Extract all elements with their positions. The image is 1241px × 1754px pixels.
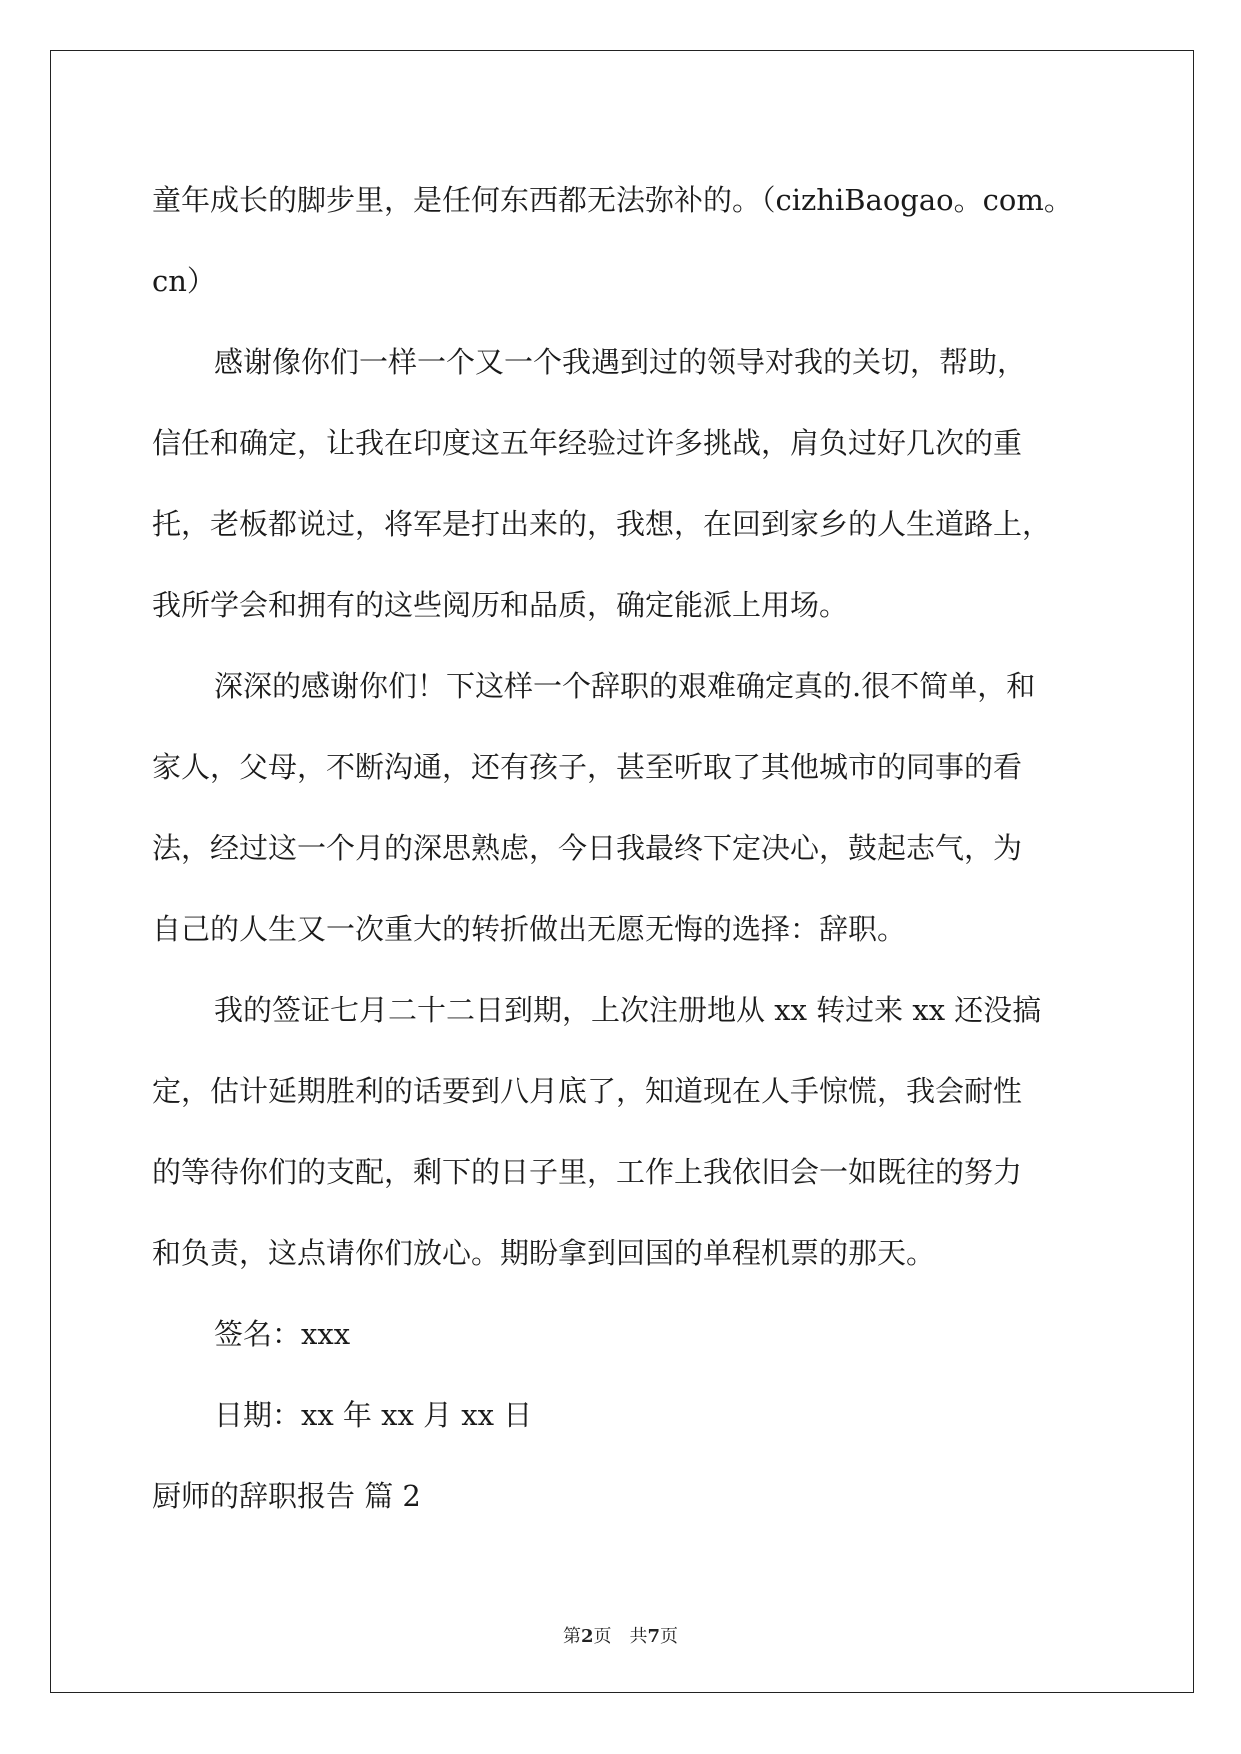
text-line: 我的签证七月二十二日到期，上次注册地从 xx 转过来 xx 还没搞 — [214, 993, 1042, 1027]
date-line: 日期：xx 年 xx 月 xx 日 — [214, 1398, 533, 1432]
text-line: 法，经过这一个月的深思熟虑，今日我最终下定决心，鼓起志气，为 — [152, 831, 1023, 865]
page-number: 2 — [580, 1626, 594, 1647]
signature-line: 签名：xxx — [214, 1317, 351, 1351]
text-line: 深深的感谢你们！下这样一个辞职的艰难确定真的.很不简单，和 — [214, 669, 1036, 703]
footer-middle: 页 共 — [593, 1626, 648, 1647]
text-line: 童年成长的脚步里，是任何东西都无法弥补的。（cizhiBaogao。com。 — [152, 183, 1073, 217]
text-line: 信任和确定，让我在印度这五年经验过许多挑战，肩负过好几次的重 — [152, 426, 1023, 460]
page-footer — [0, 1622, 1241, 1648]
text-line: cn） — [152, 264, 216, 298]
section-heading: 厨师的辞职报告 篇 2 — [152, 1479, 421, 1513]
total-pages: 7 — [647, 1626, 661, 1647]
text-line: 感谢像你们一样一个又一个我遇到过的领导对我的关切，帮助， — [214, 345, 1027, 379]
text-line: 和负责，这点请你们放心。期盼拿到回国的单程机票的那天。 — [152, 1236, 936, 1270]
document-body — [152, 160, 1092, 1537]
text-line: 自己的人生又一次重大的转折做出无愿无悔的选择：辞职。 — [152, 912, 907, 946]
footer-prefix: 第 — [562, 1626, 581, 1647]
text-line: 托，老板都说过，将军是打出来的，我想，在回到家乡的人生道路上， — [152, 507, 1052, 541]
text-line: 定，估计延期胜利的话要到八月底了，知道现在人手惊慌，我会耐性 — [152, 1074, 1023, 1108]
text-line: 我所学会和拥有的这些阅历和品质，确定能派上用场。 — [152, 588, 849, 622]
text-line: 的等待你们的支配，剩下的日子里，工作上我依旧会一如既往的努力 — [152, 1155, 1023, 1189]
text-line: 家人，父母，不断沟通，还有孩子，甚至听取了其他城市的同事的看 — [152, 750, 1023, 784]
footer-suffix: 页 — [660, 1626, 679, 1647]
